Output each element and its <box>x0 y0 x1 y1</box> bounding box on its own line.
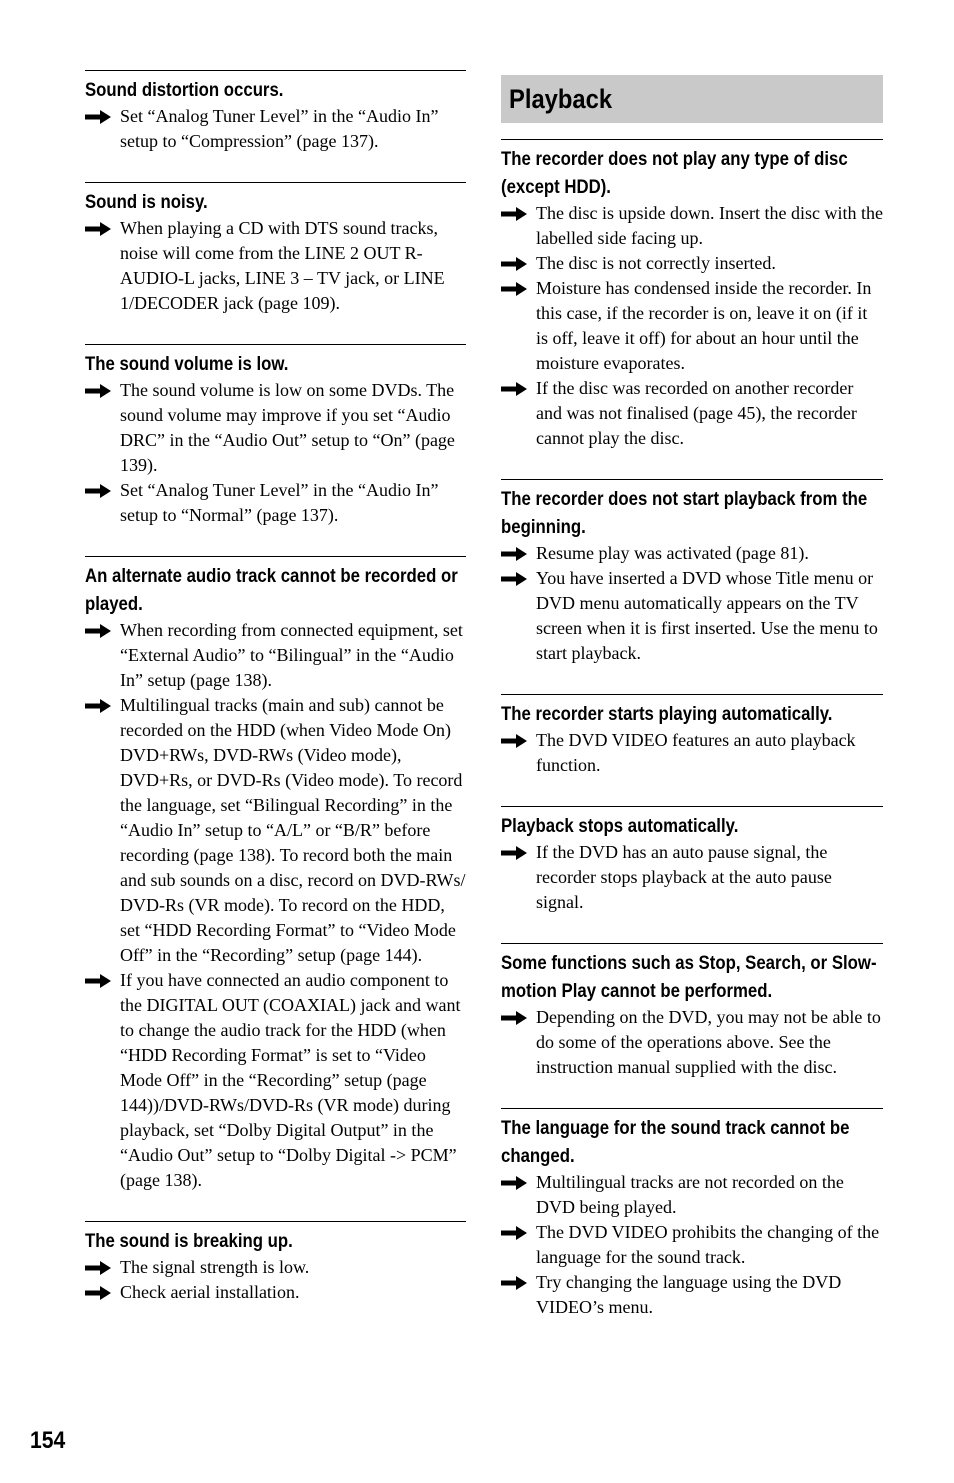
remedy-list <box>501 1005 883 1080</box>
remedy-text: If the DVD has an auto pause signal, the recorder stops playback at the auto pause signal. <box>536 842 832 912</box>
right-arrow-icon <box>501 382 527 396</box>
remedy-text: Multilingual tracks are not recorded on the DVD being played. <box>536 1172 844 1217</box>
right-arrow-icon <box>85 624 111 638</box>
remedy-item <box>501 541 883 566</box>
remedy-item <box>85 1280 466 1305</box>
remedy-text: Depending on the DVD, you may not be able to do some of the operations above. See the instruction manual supplied with the disc. <box>536 1007 881 1077</box>
page-number: 154 <box>30 1427 66 1454</box>
right-arrow-icon <box>85 384 111 398</box>
remedy-item <box>501 376 883 451</box>
remedy-item <box>501 201 883 251</box>
remedy-item <box>85 104 466 154</box>
right-arrow-icon <box>501 547 527 561</box>
section-heading: Playback stops automatically. <box>501 815 739 837</box>
section-heading: Sound is noisy. <box>85 191 208 213</box>
right-arrow-icon <box>501 257 527 271</box>
remedy-list <box>85 104 466 154</box>
remedy-list <box>501 1170 883 1320</box>
troubleshooting-section <box>85 556 466 1193</box>
troubleshooting-section <box>501 479 883 666</box>
remedy-item <box>85 1255 466 1280</box>
playback-banner <box>501 75 883 123</box>
troubleshooting-section <box>501 943 883 1080</box>
right-arrow-icon <box>85 974 111 988</box>
remedy-list <box>85 378 466 528</box>
troubleshooting-section <box>501 1108 883 1320</box>
right-arrow-icon <box>501 1011 527 1025</box>
left-column <box>85 70 466 1333</box>
remedy-text: The DVD VIDEO features an auto playback function. <box>536 730 856 775</box>
remedy-list <box>85 216 466 316</box>
troubleshooting-section <box>85 344 466 528</box>
remedy-text: The signal strength is low. <box>120 1257 310 1277</box>
remedy-item <box>501 566 883 666</box>
right-arrow-icon <box>501 1226 527 1240</box>
remedy-item <box>501 1005 883 1080</box>
remedy-text: The sound volume is low on some DVDs. The sound volume may improve if you set “Audio DRC” in the “Audio Out” setup to “On” (page 139). <box>120 380 455 475</box>
section-heading: The recorder does not play any type of disc (except HDD). <box>501 148 848 198</box>
troubleshooting-section <box>501 694 883 778</box>
right-arrow-icon <box>501 734 527 748</box>
section-heading: An alternate audio track cannot be recorded or played. <box>85 565 458 615</box>
troubleshooting-section <box>85 182 466 316</box>
remedy-text: The DVD VIDEO prohibits the changing of the language for the sound track. <box>536 1222 880 1267</box>
remedy-text: The disc is not correctly inserted. <box>536 253 776 273</box>
remedy-text: If you have connected an audio component to the DIGITAL OUT (COAXIAL) jack and want to change the audio track for the HDD (when “HDD Recording Format” is set to “Video Mode Off” in the “Recording” setup (page 144))/DVD-RWs/DVD-Rs (VR mode) during playback, set “Dolby Digital Output” in the “Audio Out” setup to “Dolby Digital -> PCM” (page 138). <box>120 970 461 1190</box>
section-heading: The sound is breaking up. <box>85 1230 293 1252</box>
remedy-text: When recording from connected equipment, set “External Audio” to “Bilingual” in the “Audio In” setup (page 138). <box>120 620 463 690</box>
remedy-list <box>85 1255 466 1305</box>
remedy-item <box>501 1270 883 1320</box>
right-arrow-icon <box>501 572 527 586</box>
remedy-item <box>501 728 883 778</box>
remedy-text: You have inserted a DVD whose Title menu or DVD menu automatically appears on the TV screen when it is first inserted. Use the menu to start playback. <box>536 568 878 663</box>
right-arrow-icon <box>85 1261 111 1275</box>
remedy-list <box>501 541 883 666</box>
remedy-list <box>501 840 883 915</box>
remedy-text: Set “Analog Tuner Level” in the “Audio In” setup to “Compression” (page 137). <box>120 106 439 151</box>
remedy-item <box>85 693 466 968</box>
remedy-text: Try changing the language using the DVD VIDEO’s menu. <box>536 1272 842 1317</box>
remedy-list <box>501 728 883 778</box>
remedy-item <box>501 276 883 376</box>
section-heading: Sound distortion occurs. <box>85 79 284 101</box>
right-arrow-icon <box>501 1276 527 1290</box>
section-heading: The recorder does not start playback from the beginning. <box>501 488 868 538</box>
remedy-item <box>85 378 466 478</box>
remedy-list <box>85 618 466 1193</box>
right-arrow-icon <box>85 110 111 124</box>
remedy-text: Moisture has condensed inside the recorder. In this case, if the recorder is on, leave it on (if it is off, leave it off) for about an hour until the moisture evaporates. <box>536 278 872 373</box>
remedy-text: The disc is upside down. Insert the disc with the labelled side facing up. <box>536 203 883 248</box>
remedy-item <box>501 840 883 915</box>
remedy-text: If the disc was recorded on another recorder and was not finalised (page 45), the recorder cannot play the disc. <box>536 378 857 448</box>
section-heading: The sound volume is low. <box>85 353 289 375</box>
remedy-item <box>85 968 466 1193</box>
troubleshooting-section <box>85 70 466 154</box>
right-arrow-icon <box>85 222 111 236</box>
right-arrow-icon <box>501 207 527 221</box>
troubleshooting-section <box>85 1221 466 1305</box>
remedy-item <box>501 251 883 276</box>
troubleshooting-section <box>501 139 883 451</box>
right-arrow-icon <box>85 1286 111 1300</box>
remedy-item <box>85 216 466 316</box>
remedy-text: Resume play was activated (page 81). <box>536 543 809 563</box>
right-arrow-icon <box>501 846 527 860</box>
remedy-list <box>501 201 883 451</box>
remedy-item <box>85 478 466 528</box>
right-arrow-icon <box>501 1176 527 1190</box>
remedy-item <box>501 1170 883 1220</box>
remedy-text: When playing a CD with DTS sound tracks, noise will come from the LINE 2 OUT R-AUDIO-L jacks, LINE 3 – TV jack, or LINE 1/DECODER jack (page 109). <box>120 218 445 313</box>
remedy-text: Set “Analog Tuner Level” in the “Audio In” setup to “Normal” (page 137). <box>120 480 439 525</box>
troubleshooting-section <box>501 806 883 915</box>
right-column <box>501 75 883 1348</box>
remedy-item <box>85 618 466 693</box>
playback-title: Playback <box>509 84 613 114</box>
right-arrow-icon <box>501 282 527 296</box>
remedy-text: Multilingual tracks (main and sub) cannot be recorded on the HDD (when Video Mode On) DVD+RWs, DVD-RWs (Video mode), DVD+Rs, or DVD-Rs (Video mode). To record the language, set “Bilingual Recording” in the “Audio In” setup to “A/L” or “B/R” before recording (page 138). To record both the main and sub sounds on a disc, record on DVD-RWs/ DVD-Rs (VR mode). To record on the HDD, set “HDD Recording Format” to “Video Mode Off” in the “Recording” setup (page 144). <box>120 695 466 965</box>
section-heading: The recorder starts playing automatically. <box>501 703 833 725</box>
right-arrow-icon <box>85 484 111 498</box>
section-heading: Some functions such as Stop, Search, or Slow-motion Play cannot be performed. <box>501 952 877 1002</box>
remedy-text: Check aerial installation. <box>120 1282 300 1302</box>
right-arrow-icon <box>85 699 111 713</box>
section-heading: The language for the sound track cannot be changed. <box>501 1117 850 1167</box>
remedy-item <box>501 1220 883 1270</box>
